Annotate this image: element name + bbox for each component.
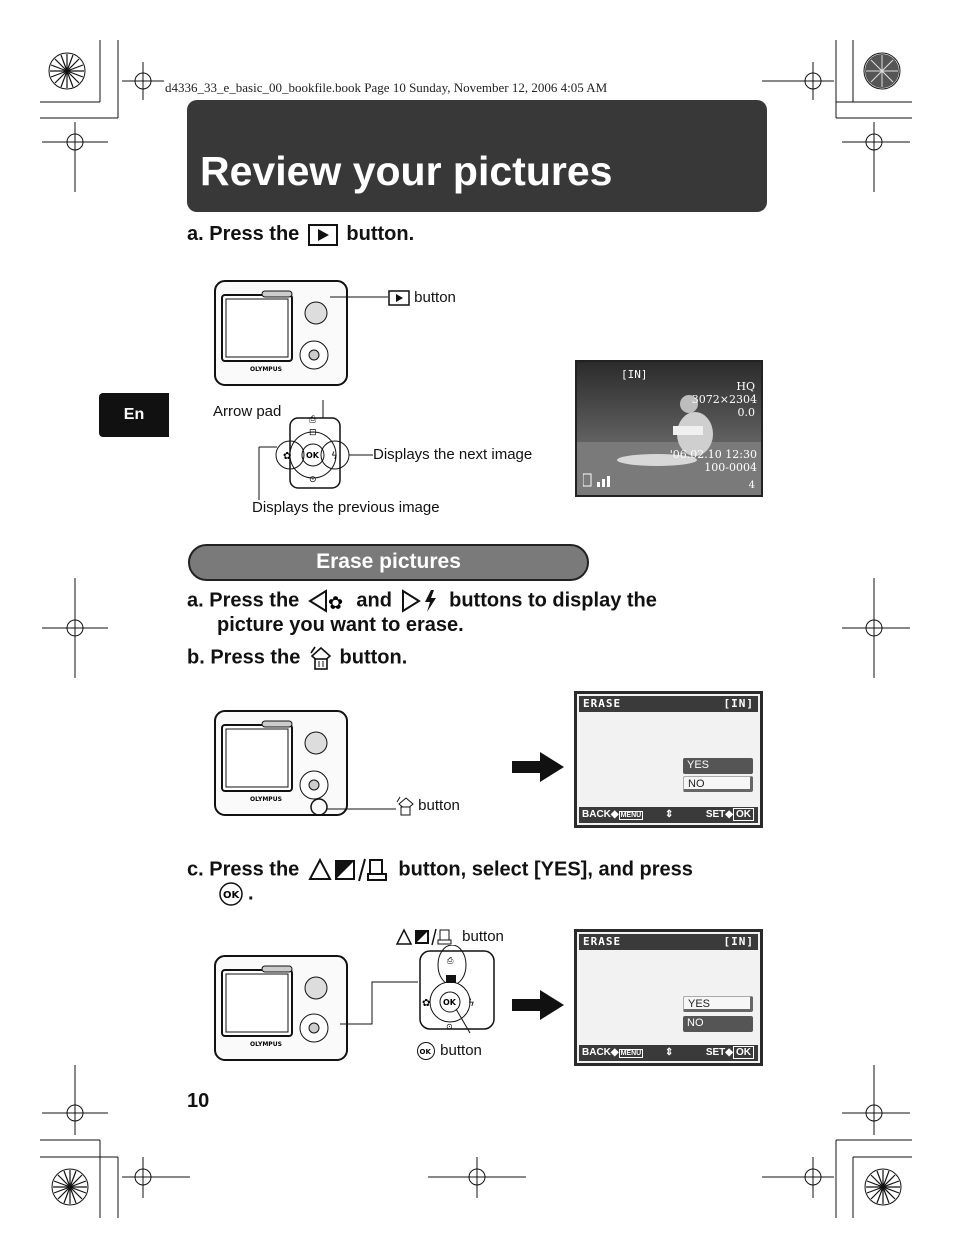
erase-section-title: Erase pictures <box>316 550 461 573</box>
playback-lcd-photo <box>575 360 763 497</box>
up-button-label: button <box>462 928 504 945</box>
erase-step-c-prefix: c. Press the <box>187 858 300 881</box>
arrow-pad-diagram <box>255 400 375 510</box>
option-yes[interactable]: YES <box>683 996 753 1012</box>
svg-text:OLYMPUS: OLYMPUS <box>250 796 282 803</box>
set-label: SET <box>705 809 726 820</box>
svg-text:⊙: ⊙ <box>446 1022 453 1031</box>
svg-text:⊡: ⊡ <box>309 428 317 438</box>
lcd-resolution: 3072×2304 <box>691 393 757 406</box>
lcd-exposure: 0.0 <box>737 406 755 419</box>
svg-text:⎙: ⎙ <box>447 956 454 965</box>
trash-icon <box>396 796 414 816</box>
set-group: SET◆ OK <box>706 809 754 820</box>
svg-text:✿: ✿ <box>327 593 343 613</box>
pad-leader <box>340 980 420 1030</box>
svg-text:OK: OK <box>443 998 456 1007</box>
signal-bars-icon <box>583 472 619 488</box>
svg-text:ϟ: ϟ <box>331 451 338 462</box>
arrow-pad-diagram <box>412 945 502 1035</box>
menu-key: MENU <box>620 812 642 819</box>
play-button-leader <box>330 285 390 385</box>
right-arrow-icon <box>512 750 566 784</box>
svg-text:OLYMPUS: OLYMPUS <box>250 1041 282 1048</box>
erase-step-c-end: . <box>248 882 254 905</box>
arrow-pad-label: Arrow pad <box>213 403 282 420</box>
svg-text:⊙: ⊙ <box>309 475 317 485</box>
review-step-a-prefix: a. Press the <box>187 223 300 245</box>
svg-text:ϟ: ϟ <box>468 998 475 1009</box>
svg-text:OK: OK <box>419 1048 431 1056</box>
trash-button-leader <box>350 800 398 812</box>
play-button-callout <box>388 289 456 306</box>
erase-step-a <box>187 589 657 613</box>
up-exposure-print-icon <box>308 857 390 883</box>
up-button-callout <box>396 928 504 946</box>
erase-step-a-suffix: buttons to display the <box>449 589 657 612</box>
up-exposure-print-icon <box>396 928 458 946</box>
svg-text:✿: ✿ <box>422 998 431 1009</box>
review-step-a <box>187 223 414 246</box>
lcd-frame-number: 4 <box>748 480 755 491</box>
erase-step-a-and: and <box>356 589 392 612</box>
ok-key: OK <box>733 808 754 821</box>
lcd-file-number: 100-0004 <box>704 461 757 474</box>
svg-text:⎙: ⎙ <box>309 415 317 425</box>
next-image-label: Displays the next image <box>373 446 533 463</box>
ok-icon <box>416 1041 436 1061</box>
language-tab: En <box>99 393 169 437</box>
erase-section-header <box>188 544 589 581</box>
svg-text:OLYMPUS: OLYMPUS <box>250 366 282 373</box>
erase-screen-footer <box>579 1045 758 1061</box>
camera-back-illustration <box>212 950 352 1065</box>
camera-back-illustration <box>212 705 352 820</box>
ok-button-callout <box>416 1041 482 1061</box>
svg-text:✿: ✿ <box>283 451 292 462</box>
option-yes[interactable]: YES <box>683 758 753 774</box>
svg-text:OK: OK <box>223 890 240 901</box>
lcd-date: '06.02.10 12:30 <box>669 448 757 461</box>
trash-icon <box>309 645 331 671</box>
erase-step-a-prefix: a. Press the <box>187 589 300 612</box>
option-no[interactable]: NO <box>683 1016 753 1032</box>
erase-screen-memory: [IN] <box>723 697 754 710</box>
play-icon <box>388 290 410 306</box>
erase-screen-memory: [IN] <box>723 935 754 948</box>
updown-icon: ⇕ <box>665 809 674 820</box>
updown-icon: ⇕ <box>665 1047 674 1058</box>
back-arrow-icon: ◆ <box>610 1047 619 1058</box>
erase-screen-no-selected <box>574 691 763 828</box>
menu-key: MENU <box>620 1050 642 1057</box>
set-label: SET <box>705 1047 726 1058</box>
back-label: BACK <box>582 1047 611 1058</box>
review-step-a-suffix: button. <box>346 223 415 245</box>
back-label: BACK <box>582 809 611 820</box>
play-button-label: button <box>414 289 456 306</box>
ok-key: OK <box>733 1046 754 1059</box>
ok-key-text: OK <box>306 451 319 460</box>
erase-step-b <box>187 645 407 671</box>
erase-screen-title-bar <box>579 696 758 712</box>
lcd-memory: [IN] <box>621 368 648 381</box>
lcd-quality: HQ <box>736 380 755 393</box>
erase-screen-title: ERASE <box>583 935 622 948</box>
erase-screen-yes-selected <box>574 929 763 1066</box>
file-header: d4336_33_e_basic_00_bookfile.book Page 10 Sunday, November 12, 2006 4:05 AM <box>165 80 608 95</box>
erase-step-c-line2 <box>217 882 254 906</box>
set-group: SET◆ OK <box>706 1047 754 1058</box>
right-flash-icon <box>401 589 441 613</box>
ok-icon <box>217 882 245 906</box>
erase-screen-title: ERASE <box>583 697 622 710</box>
erase-step-c-suffix: button, select [YES], and press <box>398 858 693 881</box>
option-no[interactable]: NO <box>683 776 753 792</box>
prev-image-label: Displays the previous image <box>252 499 440 516</box>
erase-screen-footer <box>579 807 758 823</box>
erase-step-a-line2: picture you want to erase. <box>217 614 464 636</box>
play-icon <box>308 224 338 246</box>
page-title: Review your pictures <box>200 148 613 194</box>
left-macro-icon <box>308 589 348 613</box>
right-arrow-icon <box>512 988 566 1022</box>
erase-screen-title-bar <box>579 934 758 950</box>
ok-button-label: button <box>440 1041 482 1059</box>
back-arrow-icon: ◆ <box>610 809 619 820</box>
erase-step-c <box>187 857 693 883</box>
trash-button-callout <box>396 796 460 816</box>
trash-button-label: button <box>418 796 460 814</box>
page-number: 10 <box>187 1090 210 1112</box>
erase-step-b-suffix: button. <box>339 646 408 669</box>
erase-step-b-prefix: b. Press the <box>187 646 301 669</box>
